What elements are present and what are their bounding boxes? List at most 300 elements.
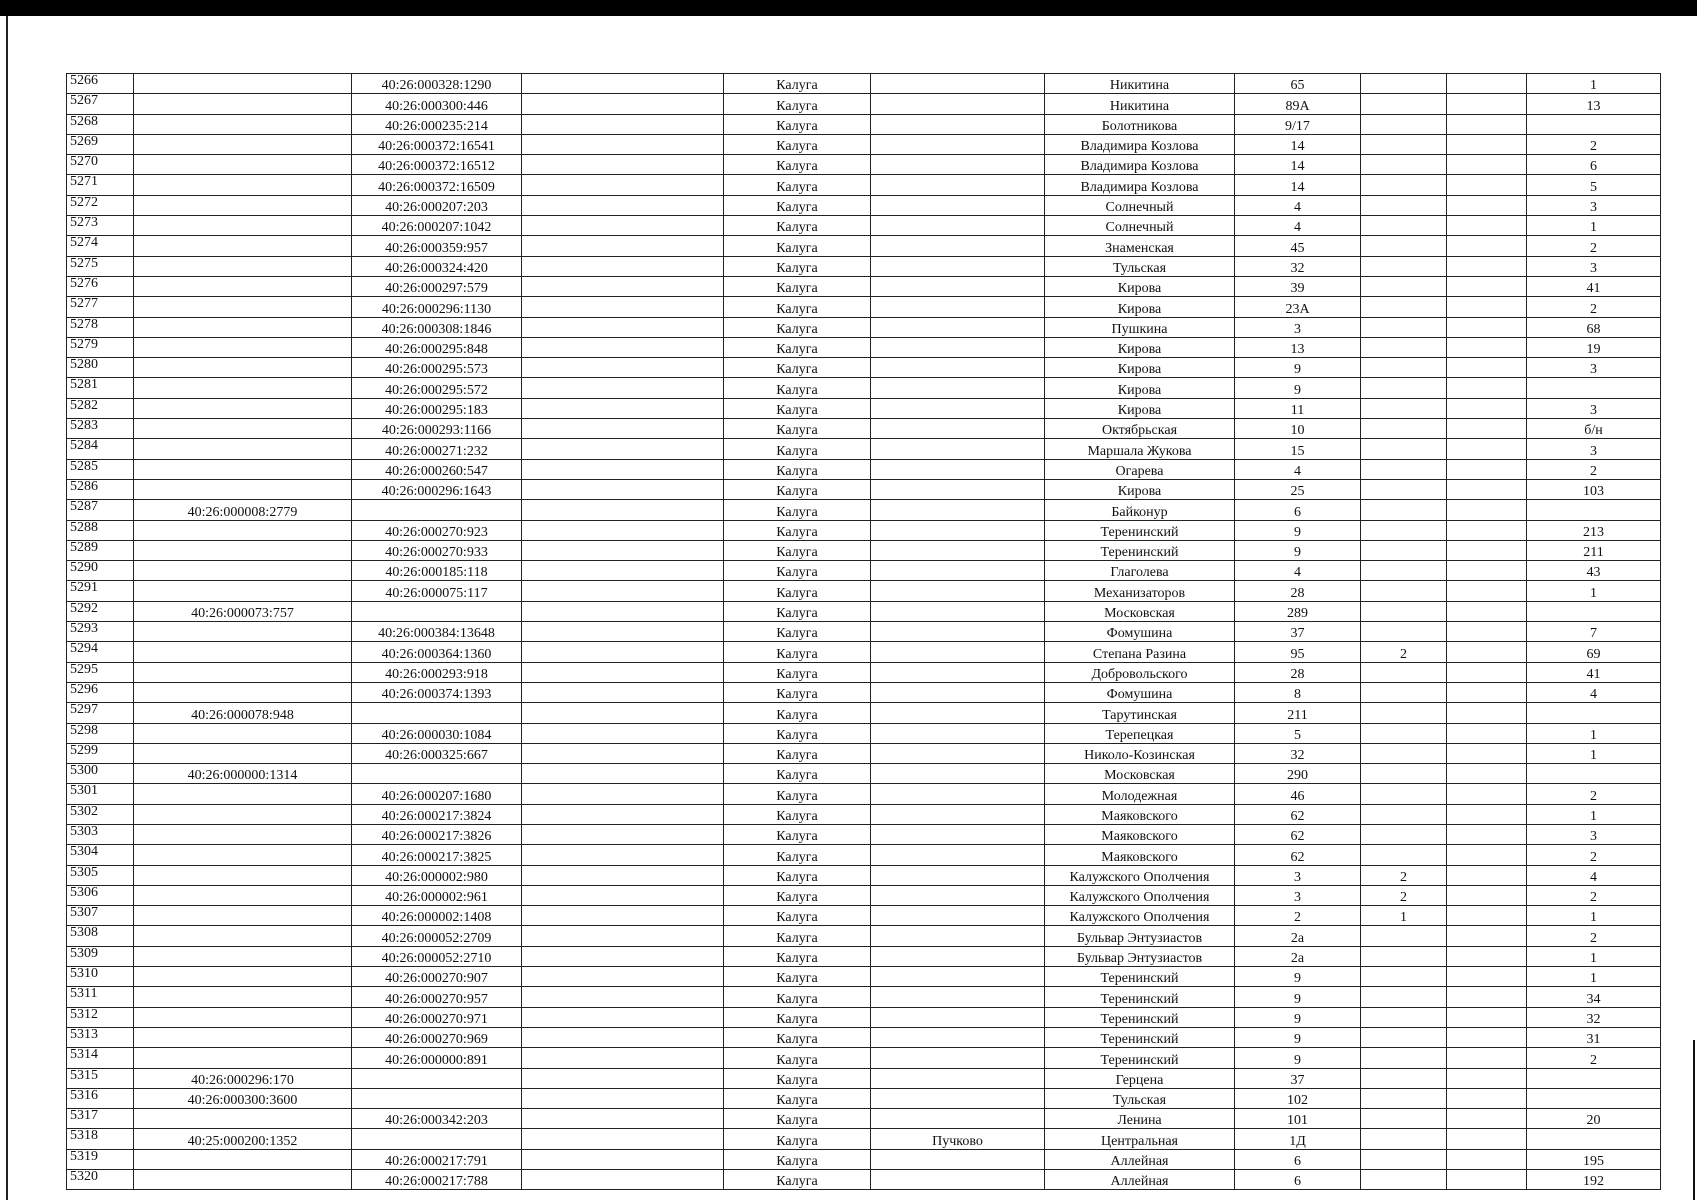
cell-row-number: 5306 (67, 885, 134, 905)
cell-settlement (871, 743, 1045, 763)
cell-city: Калуга (724, 845, 871, 865)
cell-room: 195 (1527, 1149, 1661, 1169)
cell-city: Калуга (724, 74, 871, 94)
cell-row-number: 5277 (67, 297, 134, 317)
cell-building (1361, 703, 1447, 723)
cell-row-number: 5318 (67, 1129, 134, 1149)
cell-settlement (871, 439, 1045, 459)
cell-street: Николо-Козинская (1045, 743, 1235, 763)
cell-building (1361, 784, 1447, 804)
cell-house: 45 (1235, 236, 1361, 256)
cell-extra (1447, 1088, 1527, 1108)
cell-house: 9 (1235, 1007, 1361, 1027)
cell-row-number: 5296 (67, 682, 134, 702)
cell-city: Калуга (724, 337, 871, 357)
cell-settlement (871, 561, 1045, 581)
cell-room: 5 (1527, 175, 1661, 195)
cell-row-number: 5301 (67, 784, 134, 804)
cell-building: 2 (1361, 885, 1447, 905)
cell-house: 9 (1235, 520, 1361, 540)
cell-cadastral-number-other (522, 520, 724, 540)
cell-street: Маяковского (1045, 824, 1235, 844)
table-row (67, 804, 1661, 824)
cell-row-number: 5298 (67, 723, 134, 743)
cell-city: Калуга (724, 297, 871, 317)
cell-settlement (871, 520, 1045, 540)
cell-street: Бульвар Энтузиастов (1045, 926, 1235, 946)
cell-cadastral-number-land (134, 946, 352, 966)
cell-extra (1447, 1068, 1527, 1088)
cell-street: Добровольского (1045, 662, 1235, 682)
cell-house: 1Д (1235, 1129, 1361, 1149)
cell-house: 62 (1235, 804, 1361, 824)
cell-house: 62 (1235, 824, 1361, 844)
cell-city: Калуга (724, 1048, 871, 1068)
cell-row-number: 5294 (67, 642, 134, 662)
cell-building (1361, 662, 1447, 682)
cell-cadastral-number-other (522, 1109, 724, 1129)
cell-city: Калуга (724, 926, 871, 946)
cell-building (1361, 743, 1447, 763)
table-row (67, 1088, 1661, 1108)
cell-row-number: 5271 (67, 175, 134, 195)
cell-cadastral-number-other (522, 439, 724, 459)
cell-room: 1 (1527, 743, 1661, 763)
cell-cadastral-number-other (522, 743, 724, 763)
cell-room: 1 (1527, 723, 1661, 743)
cell-street: Фомушина (1045, 682, 1235, 702)
table-row (67, 743, 1661, 763)
cell-settlement (871, 276, 1045, 296)
cell-row-number: 5299 (67, 743, 134, 763)
cell-house: 101 (1235, 1109, 1361, 1129)
cell-cadastral-number-land (134, 337, 352, 357)
cell-settlement (871, 703, 1045, 723)
table-row (67, 581, 1661, 601)
cell-cadastral-number-land (134, 885, 352, 905)
cell-city: Калуга (724, 1109, 871, 1129)
cell-extra (1447, 479, 1527, 499)
cell-cadastral-number-land (134, 297, 352, 317)
cell-cadastral-number-land (134, 479, 352, 499)
cell-street: Маршала Жукова (1045, 439, 1235, 459)
cell-extra (1447, 845, 1527, 865)
cell-cadastral-number-premises: 40:26:000328:1290 (352, 74, 522, 94)
cell-extra (1447, 1048, 1527, 1068)
table-row (67, 1068, 1661, 1088)
cell-street: Герцена (1045, 1068, 1235, 1088)
cell-settlement (871, 824, 1045, 844)
cell-city: Калуга (724, 642, 871, 662)
cell-cadastral-number-land (134, 195, 352, 215)
cell-row-number: 5319 (67, 1149, 134, 1169)
cell-extra (1447, 784, 1527, 804)
cell-cadastral-number-premises: 40:26:000002:980 (352, 865, 522, 885)
cell-extra (1447, 967, 1527, 987)
cell-building (1361, 1027, 1447, 1047)
cell-cadastral-number-premises: 40:26:000270:933 (352, 540, 522, 560)
cell-room (1527, 1068, 1661, 1088)
cell-room: 2 (1527, 885, 1661, 905)
cell-cadastral-number-land (134, 378, 352, 398)
cell-house: 6 (1235, 500, 1361, 520)
cell-house: 13 (1235, 337, 1361, 357)
cell-extra (1447, 540, 1527, 560)
cell-building (1361, 439, 1447, 459)
cell-house: 46 (1235, 784, 1361, 804)
cell-settlement (871, 642, 1045, 662)
cell-building (1361, 561, 1447, 581)
cell-extra (1447, 743, 1527, 763)
cell-cadastral-number-land (134, 1109, 352, 1129)
cell-cadastral-number-other (522, 601, 724, 621)
cell-cadastral-number-premises: 40:26:000308:1846 (352, 317, 522, 337)
cell-room: 2 (1527, 845, 1661, 865)
cell-building (1361, 1088, 1447, 1108)
cell-row-number: 5268 (67, 114, 134, 134)
table-row (67, 622, 1661, 642)
cell-extra (1447, 520, 1527, 540)
table-row (67, 236, 1661, 256)
cell-cadastral-number-land (134, 662, 352, 682)
cell-building (1361, 1149, 1447, 1169)
cell-cadastral-number-other (522, 276, 724, 296)
cell-house: 4 (1235, 195, 1361, 215)
cell-settlement (871, 114, 1045, 134)
cell-building (1361, 581, 1447, 601)
cell-cadastral-number-land (134, 256, 352, 276)
cell-row-number: 5279 (67, 337, 134, 357)
cell-building (1361, 317, 1447, 337)
cell-street: Солнечный (1045, 216, 1235, 236)
table-row (67, 256, 1661, 276)
cell-extra (1447, 134, 1527, 154)
cell-room (1527, 1088, 1661, 1108)
cell-row-number: 5281 (67, 378, 134, 398)
cell-cadastral-number-land (134, 865, 352, 885)
table-row (67, 845, 1661, 865)
cell-city: Калуга (724, 865, 871, 885)
cell-city: Калуга (724, 581, 871, 601)
cell-room: 13 (1527, 94, 1661, 114)
cell-building (1361, 804, 1447, 824)
table-row (67, 703, 1661, 723)
cell-row-number: 5300 (67, 764, 134, 784)
cell-cadastral-number-premises: 40:26:000052:2709 (352, 926, 522, 946)
cell-settlement (871, 682, 1045, 702)
cell-row-number: 5304 (67, 845, 134, 865)
cell-extra (1447, 1149, 1527, 1169)
cell-cadastral-number-land (134, 1170, 352, 1190)
cell-room: 2 (1527, 1048, 1661, 1068)
cell-street: Байконур (1045, 500, 1235, 520)
cell-street: Огарева (1045, 459, 1235, 479)
cell-city: Калуга (724, 94, 871, 114)
cell-extra (1447, 723, 1527, 743)
cell-city: Калуга (724, 216, 871, 236)
cell-cadastral-number-other (522, 1088, 724, 1108)
cell-settlement (871, 946, 1045, 966)
table-row (67, 378, 1661, 398)
cell-settlement (871, 256, 1045, 276)
cell-settlement (871, 1088, 1045, 1108)
cell-city: Калуга (724, 1170, 871, 1190)
cell-cadastral-number-other (522, 479, 724, 499)
cell-extra (1447, 662, 1527, 682)
cell-house: 290 (1235, 764, 1361, 784)
cell-cadastral-number-other (522, 845, 724, 865)
cell-house: 25 (1235, 479, 1361, 499)
cell-house: 3 (1235, 885, 1361, 905)
cell-room: 69 (1527, 642, 1661, 662)
cell-settlement (871, 1068, 1045, 1088)
cell-settlement (871, 804, 1045, 824)
cell-house: 32 (1235, 743, 1361, 763)
cell-room: 4 (1527, 682, 1661, 702)
cell-cadastral-number-premises: 40:26:000359:957 (352, 236, 522, 256)
cell-cadastral-number-premises: 40:26:000235:214 (352, 114, 522, 134)
cell-settlement (871, 581, 1045, 601)
cell-extra (1447, 906, 1527, 926)
cell-cadastral-number-premises: 40:26:000296:1130 (352, 297, 522, 317)
cell-cadastral-number-other (522, 1068, 724, 1088)
cell-settlement (871, 784, 1045, 804)
cell-room: 3 (1527, 824, 1661, 844)
cell-room: 2 (1527, 236, 1661, 256)
cell-cadastral-number-premises: 40:26:000217:3826 (352, 824, 522, 844)
cell-row-number: 5290 (67, 561, 134, 581)
cell-city: Калуга (724, 479, 871, 499)
table-row (67, 824, 1661, 844)
cell-city: Калуга (724, 419, 871, 439)
cell-building (1361, 337, 1447, 357)
cell-house: 15 (1235, 439, 1361, 459)
cell-house: 32 (1235, 256, 1361, 276)
cell-settlement (871, 967, 1045, 987)
cell-settlement (871, 540, 1045, 560)
cell-cadastral-number-other (522, 500, 724, 520)
table-row (67, 926, 1661, 946)
cell-street: Тульская (1045, 256, 1235, 276)
cell-settlement (871, 1170, 1045, 1190)
cell-cadastral-number-premises: 40:26:000270:969 (352, 1027, 522, 1047)
cell-house: 4 (1235, 459, 1361, 479)
cell-extra (1447, 1109, 1527, 1129)
table-row (67, 764, 1661, 784)
cell-settlement (871, 216, 1045, 236)
cell-cadastral-number-land (134, 94, 352, 114)
cell-city: Калуга (724, 804, 871, 824)
cell-cadastral-number-land: 40:26:000073:757 (134, 601, 352, 621)
cell-settlement (871, 1027, 1045, 1047)
table-row (67, 1109, 1661, 1129)
cell-city: Калуга (724, 1007, 871, 1027)
cell-building (1361, 946, 1447, 966)
cell-room: 43 (1527, 561, 1661, 581)
cell-row-number: 5292 (67, 601, 134, 621)
cell-street: Глаголева (1045, 561, 1235, 581)
cell-row-number: 5291 (67, 581, 134, 601)
cell-house: 9 (1235, 378, 1361, 398)
cell-cadastral-number-land (134, 540, 352, 560)
cell-settlement (871, 500, 1045, 520)
cell-house: 14 (1235, 175, 1361, 195)
cell-cadastral-number-premises: 40:26:000325:667 (352, 743, 522, 763)
cell-house: 9 (1235, 358, 1361, 378)
cell-cadastral-number-other (522, 885, 724, 905)
cell-city: Калуга (724, 764, 871, 784)
scan-right-mark (1693, 1040, 1695, 1200)
table-row (67, 723, 1661, 743)
table-row (67, 946, 1661, 966)
table-row (67, 601, 1661, 621)
cell-settlement (871, 622, 1045, 642)
cell-room: 1 (1527, 216, 1661, 236)
cell-extra (1447, 114, 1527, 134)
cell-cadastral-number-land (134, 622, 352, 642)
cell-street: Кирова (1045, 297, 1235, 317)
cell-building (1361, 378, 1447, 398)
cell-room (1527, 703, 1661, 723)
cell-street: Кирова (1045, 337, 1235, 357)
cell-street: Ленина (1045, 1109, 1235, 1129)
registry-table-body (67, 74, 1661, 1190)
cell-cadastral-number-land (134, 236, 352, 256)
cell-house: 39 (1235, 276, 1361, 296)
cell-row-number: 5313 (67, 1027, 134, 1047)
cell-extra (1447, 358, 1527, 378)
cell-extra (1447, 865, 1527, 885)
cell-cadastral-number-premises: 40:26:000372:16541 (352, 134, 522, 154)
cell-cadastral-number-premises (352, 1129, 522, 1149)
cell-settlement (871, 723, 1045, 743)
cell-settlement (871, 987, 1045, 1007)
cell-room: 3 (1527, 439, 1661, 459)
cell-city: Калуга (724, 743, 871, 763)
cell-cadastral-number-land (134, 1048, 352, 1068)
cell-cadastral-number-premises: 40:26:000295:848 (352, 337, 522, 357)
cell-cadastral-number-premises: 40:26:000270:957 (352, 987, 522, 1007)
cell-building: 2 (1361, 642, 1447, 662)
cell-extra (1447, 175, 1527, 195)
cell-cadastral-number-land (134, 682, 352, 702)
cell-building (1361, 94, 1447, 114)
cell-building (1361, 500, 1447, 520)
cell-settlement (871, 479, 1045, 499)
cell-house: 3 (1235, 317, 1361, 337)
cell-cadastral-number-land (134, 642, 352, 662)
cell-city: Калуга (724, 500, 871, 520)
cell-cadastral-number-other (522, 419, 724, 439)
cell-extra (1447, 317, 1527, 337)
cell-cadastral-number-other (522, 804, 724, 824)
cell-extra (1447, 682, 1527, 702)
table-row (67, 439, 1661, 459)
cell-row-number: 5297 (67, 703, 134, 723)
cell-street: Кирова (1045, 398, 1235, 418)
cell-cadastral-number-premises: 40:26:000002:1408 (352, 906, 522, 926)
cell-settlement (871, 885, 1045, 905)
cell-cadastral-number-premises: 40:26:000002:961 (352, 885, 522, 905)
cell-house: 2а (1235, 926, 1361, 946)
cell-extra (1447, 824, 1527, 844)
table-row (67, 134, 1661, 154)
cell-row-number: 5276 (67, 276, 134, 296)
table-row (67, 459, 1661, 479)
cell-city: Калуга (724, 601, 871, 621)
cell-room: 1 (1527, 74, 1661, 94)
cell-extra (1447, 337, 1527, 357)
cell-room: 213 (1527, 520, 1661, 540)
cell-house: 28 (1235, 662, 1361, 682)
cell-row-number: 5273 (67, 216, 134, 236)
cell-settlement (871, 459, 1045, 479)
cell-street: Тульская (1045, 1088, 1235, 1108)
cell-row-number: 5315 (67, 1068, 134, 1088)
cell-row-number: 5308 (67, 926, 134, 946)
cell-extra (1447, 236, 1527, 256)
cell-cadastral-number-other (522, 682, 724, 702)
cell-city: Калуга (724, 398, 871, 418)
table-row (67, 1027, 1661, 1047)
cell-city: Калуга (724, 662, 871, 682)
cell-room (1527, 601, 1661, 621)
cell-cadastral-number-premises: 40:26:000207:1680 (352, 784, 522, 804)
cell-cadastral-number-other (522, 175, 724, 195)
cell-house: 2а (1235, 946, 1361, 966)
table-row (67, 297, 1661, 317)
cell-cadastral-number-premises: 40:26:000342:203 (352, 1109, 522, 1129)
cell-building (1361, 276, 1447, 296)
cell-extra (1447, 885, 1527, 905)
table-row (67, 479, 1661, 499)
cell-street: Болотникова (1045, 114, 1235, 134)
cell-room: 2 (1527, 784, 1661, 804)
cell-settlement (871, 419, 1045, 439)
cell-cadastral-number-premises: 40:26:000384:13648 (352, 622, 522, 642)
cell-cadastral-number-premises: 40:26:000217:3825 (352, 845, 522, 865)
table-row (67, 317, 1661, 337)
cell-settlement (871, 236, 1045, 256)
cell-room: 2 (1527, 134, 1661, 154)
cell-street: Кирова (1045, 378, 1235, 398)
cell-cadastral-number-other (522, 1048, 724, 1068)
cell-house: 8 (1235, 682, 1361, 702)
cell-cadastral-number-land: 40:26:000008:2779 (134, 500, 352, 520)
cell-house: 4 (1235, 561, 1361, 581)
cell-extra (1447, 216, 1527, 236)
cell-cadastral-number-premises: 40:26:000295:183 (352, 398, 522, 418)
cell-city: Калуга (724, 175, 871, 195)
cell-extra (1447, 561, 1527, 581)
cell-row-number: 5283 (67, 419, 134, 439)
cell-building (1361, 926, 1447, 946)
cell-building (1361, 682, 1447, 702)
cell-house: 5 (1235, 723, 1361, 743)
cell-building (1361, 297, 1447, 317)
cell-house: 9 (1235, 1048, 1361, 1068)
cell-building (1361, 479, 1447, 499)
cell-house: 89А (1235, 94, 1361, 114)
cell-row-number: 5286 (67, 479, 134, 499)
cell-row-number: 5274 (67, 236, 134, 256)
cell-settlement (871, 175, 1045, 195)
cell-building (1361, 134, 1447, 154)
cell-room (1527, 378, 1661, 398)
cell-building (1361, 459, 1447, 479)
cell-city: Калуга (724, 378, 871, 398)
cell-cadastral-number-other (522, 967, 724, 987)
